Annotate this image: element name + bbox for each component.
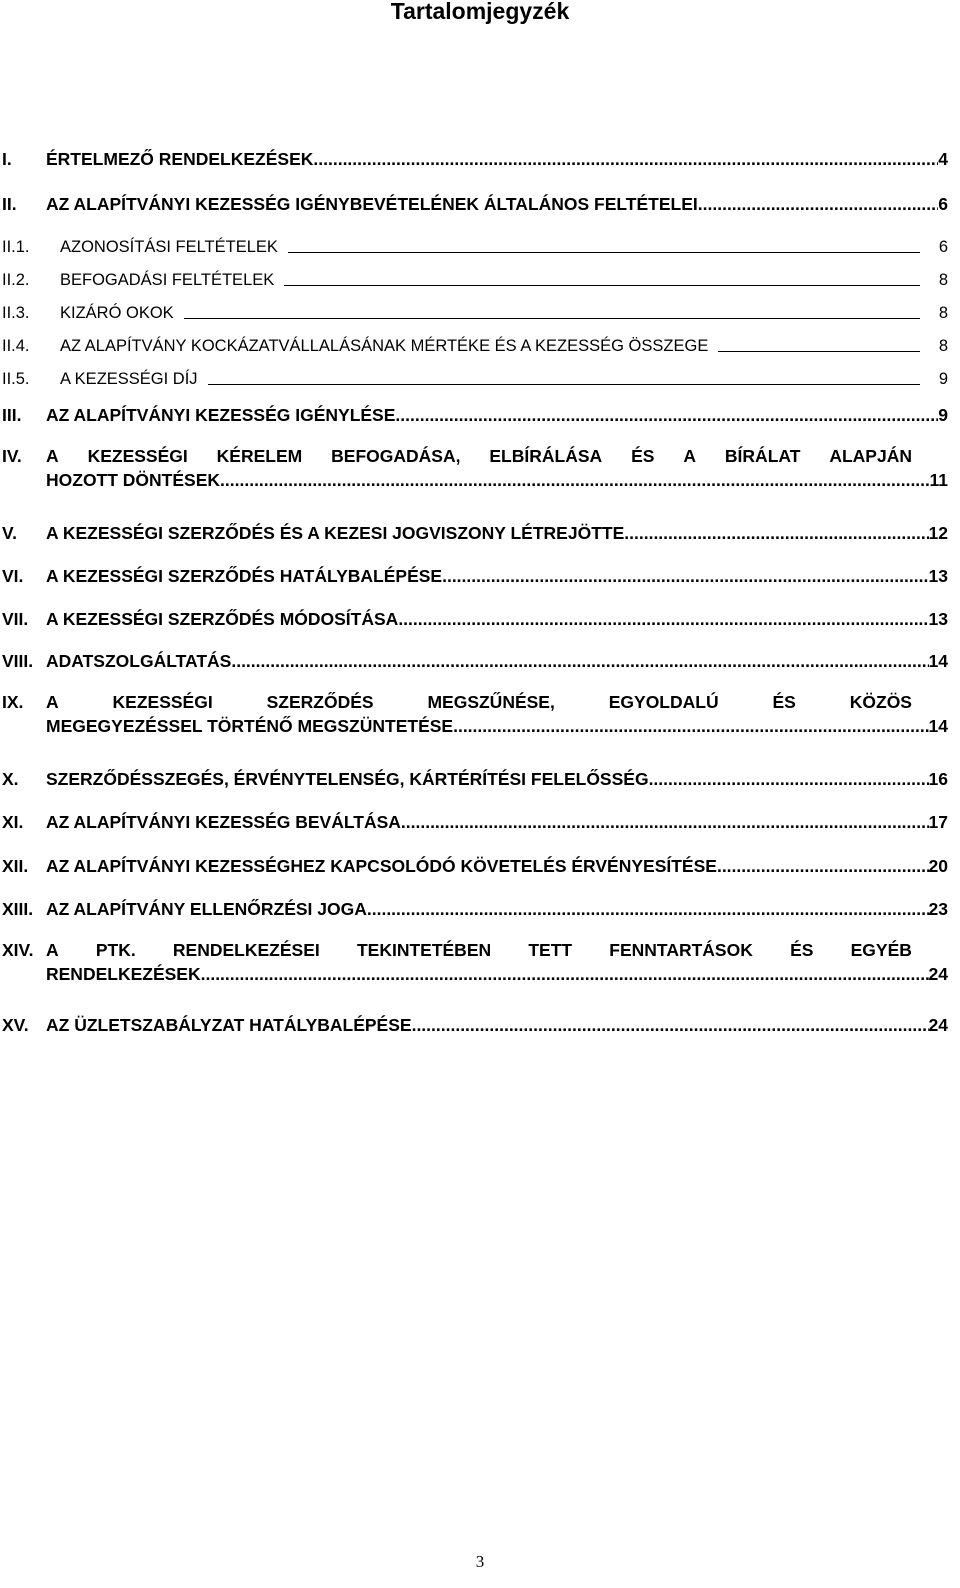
toc-word: ELBÍRÁLÁSA — [489, 446, 603, 466]
toc-entry[interactable] — [2, 938, 948, 986]
dot-leader — [367, 896, 929, 922]
toc-page: 9 — [938, 405, 948, 425]
toc-page: 13 — [928, 566, 948, 586]
toc-title: BEFOGADÁSI FELTÉTELEK — [60, 271, 275, 289]
dot-leader — [624, 520, 928, 546]
toc-word: A — [46, 940, 59, 960]
toc-page: 8 — [938, 304, 948, 322]
toc-subentry[interactable] — [2, 235, 948, 259]
toc-entry[interactable] — [2, 766, 948, 792]
toc-page: 4 — [938, 149, 948, 169]
toc-page: 8 — [938, 271, 948, 289]
toc-page: 23 — [928, 899, 948, 919]
leader-line — [718, 351, 920, 352]
toc-number: IX. — [2, 692, 24, 712]
toc-title: AZ ALAPÍTVÁNY ELLENŐRZÉSI JOGA — [46, 899, 367, 919]
toc-number: II.2. — [2, 271, 30, 289]
toc-page: 8 — [938, 337, 948, 355]
toc-word: EGYÉB — [850, 940, 912, 960]
toc-number: VI. — [2, 566, 24, 586]
toc-title: A KEZESSÉGI SZERZŐDÉS MÓDOSÍTÁSA — [46, 609, 399, 629]
toc-number: XIII. — [2, 899, 34, 919]
toc-word: KÉRELEM — [216, 446, 303, 466]
toc-word: KÖZÖS — [849, 692, 912, 712]
toc-number: XI. — [2, 812, 24, 832]
dot-leader — [313, 146, 938, 172]
toc-entry[interactable] — [2, 563, 948, 589]
leader-line — [284, 285, 920, 286]
dot-leader — [398, 606, 928, 632]
toc-title-line — [46, 690, 948, 714]
toc-title-cont: MEGEGYEZÉSSEL TÖRTÉNŐ MEGSZÜNTETÉSE — [46, 716, 454, 736]
toc-word: ALAPJÁN — [829, 446, 912, 466]
toc-subentry[interactable] — [2, 334, 948, 358]
toc-page: 11 — [929, 470, 948, 490]
toc-page: 17 — [928, 812, 948, 832]
toc-word: SZERZŐDÉS — [266, 692, 374, 712]
toc-word: A — [46, 446, 59, 466]
toc-subentry[interactable] — [2, 301, 948, 325]
toc-word: KEZESSÉGI — [87, 446, 188, 466]
toc-title: ÉRTELMEZŐ RENDELKEZÉSEK — [46, 149, 314, 169]
toc-page: 14 — [928, 651, 948, 671]
toc-word: TEKINTETÉBEN — [356, 940, 492, 960]
toc-word: ÉS — [631, 446, 655, 466]
toc-title: AZONOSÍTÁSI FELTÉTELEK — [60, 238, 278, 256]
toc-title-cont: RENDELKEZÉSEK — [46, 964, 201, 984]
leader-line — [184, 318, 920, 319]
toc-page: 24 — [928, 1015, 948, 1035]
toc-entry[interactable] — [2, 191, 948, 217]
toc-word: BÍRÁLAT — [724, 446, 801, 466]
toc-title: A KEZESSÉGI SZERZŐDÉS HATÁLYBALÉPÉSE — [46, 566, 443, 586]
toc-page: 20 — [928, 856, 948, 876]
dot-leader — [453, 714, 928, 738]
toc-page: 13 — [928, 609, 948, 629]
toc-entry[interactable] — [2, 853, 948, 879]
toc-number: IV. — [2, 446, 22, 466]
toc-title: AZ ALAPÍTVÁNYI KEZESSÉG IGÉNYBEVÉTELÉNEK ÁLTALÁNOS FELTÉTELEI — [46, 194, 698, 214]
toc-title: SZERZŐDÉSSZEGÉS, ÉRVÉNYTELENSÉG, KÁRTÉRÍTÉSI FELELŐSSÉG — [46, 769, 649, 789]
toc-number: VII. — [2, 609, 29, 629]
toc-number: II.5. — [2, 370, 30, 388]
toc-word: TETT — [528, 940, 573, 960]
leader-line — [288, 252, 920, 253]
dot-leader — [231, 648, 928, 674]
toc-page: 6 — [938, 238, 948, 256]
toc-page: 16 — [928, 769, 948, 789]
toc-number: V. — [2, 523, 17, 543]
dot-leader — [698, 191, 939, 217]
toc-title: AZ ÜZLETSZABÁLYZAT HATÁLYBALÉPÉSE — [46, 1015, 412, 1035]
toc-number: III. — [2, 405, 22, 425]
toc-entry[interactable] — [2, 606, 948, 632]
toc-title: A KEZESSÉGI SZERZŐDÉS ÉS A KEZESI JOGVISZONY LÉTREJÖTTE — [46, 523, 625, 543]
page-title: Tartalomjegyzék — [390, 0, 570, 24]
toc-title-cont: HOZOTT DÖNTÉSEK — [46, 470, 221, 490]
toc-page: 6 — [938, 194, 948, 214]
toc-subentry[interactable] — [2, 268, 948, 292]
toc-entry[interactable] — [2, 402, 948, 428]
dot-leader — [220, 468, 929, 492]
toc-title: AZ ALAPÍTVÁNY KOCKÁZATVÁLLALÁSÁNAK MÉRTÉKE ÉS A KEZESSÉG ÖSSZEGE — [60, 337, 709, 355]
toc-entry[interactable] — [2, 690, 948, 738]
toc-page: 24 — [928, 964, 948, 984]
toc-word: A — [46, 692, 59, 712]
toc-title-line — [46, 444, 948, 468]
dot-leader — [412, 1012, 929, 1038]
toc-number: XIV. — [2, 940, 34, 960]
toc-word: BEFOGADÁSA, — [331, 446, 461, 466]
dot-leader — [649, 766, 929, 792]
toc-page: 12 — [928, 523, 948, 543]
dot-leader — [201, 962, 929, 986]
toc-word: EGYOLDALÚ — [608, 692, 719, 712]
toc-entry[interactable] — [2, 146, 948, 172]
toc-title: KIZÁRÓ OKOK — [60, 304, 174, 322]
toc-number: X. — [2, 769, 19, 789]
toc-entry[interactable] — [2, 896, 948, 922]
toc-entry[interactable] — [2, 1012, 948, 1038]
toc-title: A KEZESSÉGI DÍJ — [60, 370, 198, 388]
dot-leader — [717, 853, 929, 879]
dot-leader — [442, 563, 928, 589]
toc-word: MEGSZŰNÉSE, — [427, 692, 555, 712]
toc-word: PTK. — [95, 940, 136, 960]
toc-title: AZ ALAPÍTVÁNYI KEZESSÉG IGÉNYLÉSE — [46, 405, 396, 425]
toc-word: KEZESSÉGI — [112, 692, 213, 712]
toc-title: AZ ALAPÍTVÁNYI KEZESSÉG BEVÁLTÁSA — [46, 812, 401, 832]
toc-title: ADATSZOLGÁLTATÁS — [46, 651, 232, 671]
toc-number: VIII. — [2, 651, 34, 671]
toc-number: II.4. — [2, 337, 30, 355]
toc-number: I. — [2, 149, 12, 169]
leader-line — [208, 384, 920, 385]
toc-number: XII. — [2, 856, 29, 876]
toc-word: ÉS — [772, 692, 796, 712]
toc-entry[interactable] — [2, 444, 948, 492]
toc-title: AZ ALAPÍTVÁNYI KEZESSÉGHEZ KAPCSOLÓDÓ KÖVETELÉS ÉRVÉNYESÍTÉSE — [46, 856, 717, 876]
toc-title-line — [46, 938, 948, 962]
toc-subentry[interactable] — [2, 367, 948, 391]
toc-number: XV. — [2, 1015, 29, 1035]
toc-word: ÉS — [790, 940, 814, 960]
page-number: 3 — [475, 1552, 485, 1571]
toc-number: II.3. — [2, 304, 30, 322]
toc-page: 9 — [938, 370, 948, 388]
toc-number: II.1. — [2, 238, 30, 256]
toc-entry[interactable] — [2, 520, 948, 546]
toc-number: II. — [2, 194, 17, 214]
toc-word: RENDELKEZÉSEI — [172, 940, 320, 960]
toc-word: A — [683, 446, 696, 466]
dot-leader — [395, 402, 938, 428]
toc-entry[interactable] — [2, 648, 948, 674]
toc-entry[interactable] — [2, 809, 948, 835]
toc-page: 14 — [928, 716, 948, 736]
toc-word: FENNTARTÁSOK — [609, 940, 753, 960]
dot-leader — [401, 809, 929, 835]
